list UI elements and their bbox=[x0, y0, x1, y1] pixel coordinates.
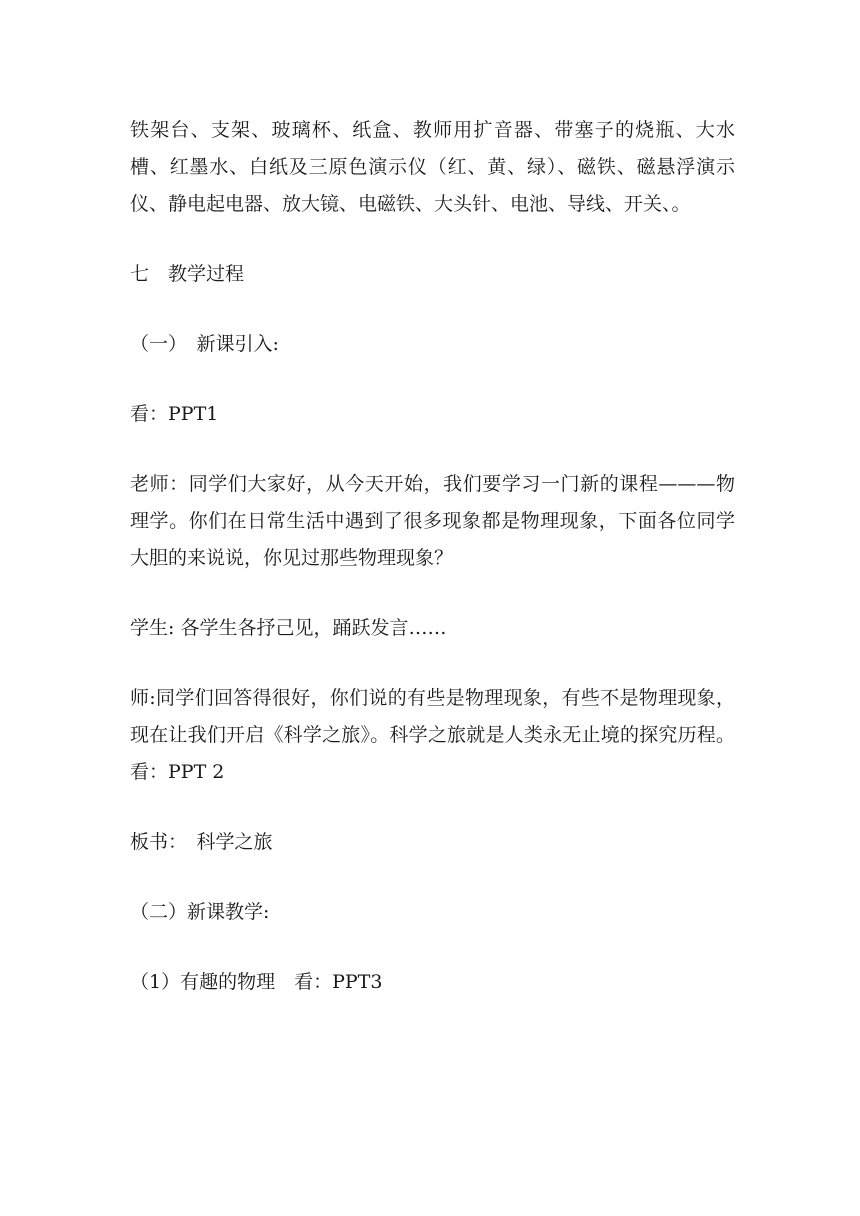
document-body bbox=[130, 112, 735, 1034]
item-interesting-physics: （1）有趣的物理 看：PPT3 bbox=[130, 971, 383, 993]
teacher-reply-paragraph: 师:同学们回答得很好，你们说的有些是物理现象，有些不是物理现象，现在让我们开启《科学之旅》。科学之旅就是人类永无止境的探究历程。看：PPT 2 bbox=[130, 687, 735, 783]
subsection-heading-introduction: （一） 新课引入: bbox=[130, 333, 279, 355]
teacher-intro-paragraph: 老师：同学们大家好，从今天开始，我们要学习一门新的课程———物理学。你们在日常生活中遇到了很多现象都是物理现象，下面各位同学大胆的来说说，你见过那些物理现象？ bbox=[130, 473, 735, 569]
subsection-heading-new-lesson: （二）新课教学: bbox=[130, 901, 270, 923]
blackboard-line: 板书： 科学之旅 bbox=[130, 831, 273, 853]
student-reply-line: 学生: 各学生各抒己见，踊跃发言…… bbox=[130, 617, 447, 639]
equipment-list-paragraph: 铁架台、支架、玻璃杯、纸盒、教师用扩音器、带塞子的烧瓶、大水槽、红墨水、白纸及三原色演示仪（红、黄、绿）、磁铁、磁悬浮演示仪、静电起电器、放大镜、电磁铁、大头针、电池、导线、开关、。 bbox=[130, 119, 735, 215]
look-ppt1-line: 看：PPT1 bbox=[130, 403, 219, 425]
section-heading-teaching-process: 七 教学过程 bbox=[130, 263, 245, 285]
